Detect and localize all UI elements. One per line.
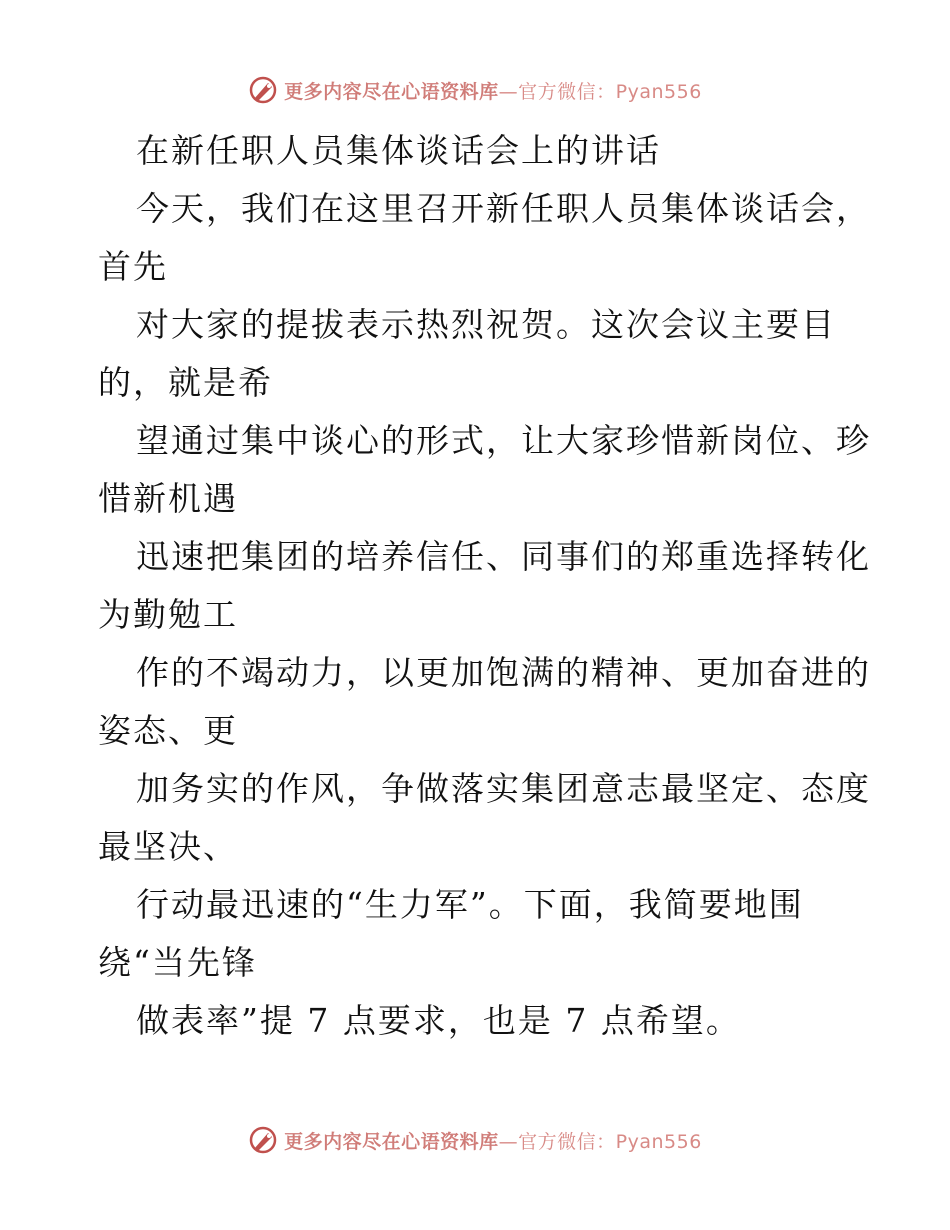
paragraph-line: 姿态、更 — [98, 711, 238, 750]
paragraph-line: 迅速把集团的培养信任、同事们的郑重选择转化 — [136, 537, 871, 576]
document-body — [98, 122, 878, 1050]
paragraph-line: 惜新机遇 — [98, 479, 238, 518]
header-banner-text: 更多内容尽在心语资料库—官方微信：Pyan556 — [284, 80, 702, 103]
paragraph-line: 行动最迅速的“生力军”。下面，我简要地围 — [136, 885, 804, 924]
paragraph-line: 加务实的作风，争做落实集团意志最坚定、态度 — [136, 769, 871, 808]
paragraph-line: 首先 — [98, 247, 168, 286]
footer-banner-text: 更多内容尽在心语资料库—官方微信：Pyan556 — [284, 1130, 702, 1153]
paragraph-line: 对大家的提拔表示热烈祝贺。这次会议主要目 — [136, 305, 836, 344]
paragraph-line: 今天，我们在这里召开新任职人员集体谈话会， — [136, 189, 871, 228]
paragraph-line: 做表率”提 7 点要求，也是 7 点希望。 — [136, 1001, 741, 1040]
paragraph-line: 为勤勉工 — [98, 595, 238, 634]
paragraph-line: 绕“当先锋 — [98, 943, 257, 982]
paragraph-line: 最坚决、 — [98, 827, 238, 866]
pen-nib-logo-icon — [248, 1125, 278, 1155]
pen-nib-logo-icon — [248, 75, 278, 105]
document-title: 在新任职人员集体谈话会上的讲话 — [136, 131, 661, 170]
footer-watermark-banner — [0, 1120, 950, 1160]
paragraph-line: 作的不竭动力，以更加饱满的精神、更加奋进的 — [136, 653, 871, 692]
header-watermark-banner — [0, 70, 950, 110]
paragraph-line: 望通过集中谈心的形式，让大家珍惜新岗位、珍 — [136, 421, 871, 460]
paragraph-line: 的，就是希 — [98, 363, 273, 402]
